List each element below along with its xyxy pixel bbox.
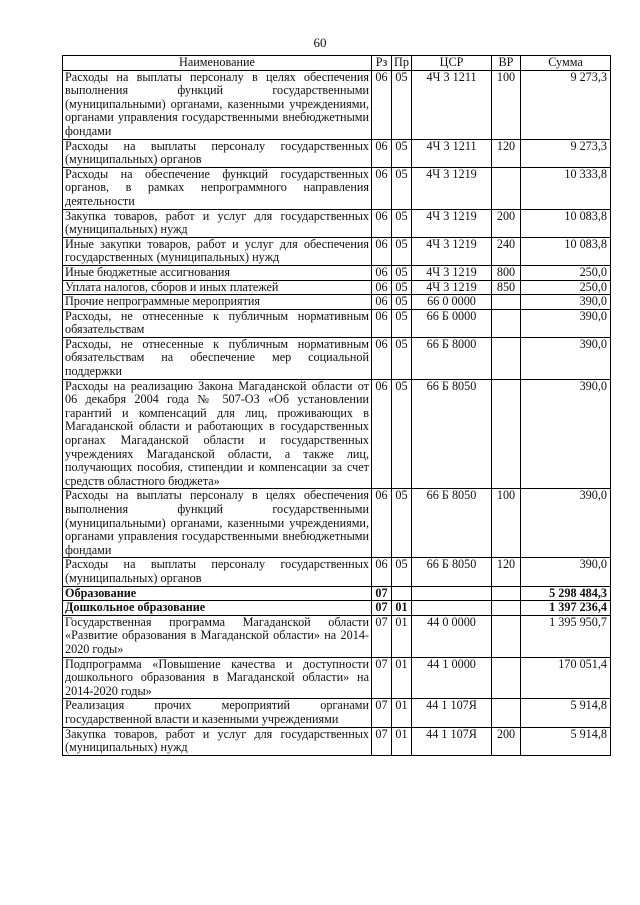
cell-vr: 800	[492, 265, 521, 280]
cell-csr	[412, 586, 492, 601]
table-row	[63, 558, 611, 586]
cell-name: Расходы на выплаты персоналу государственных (муниципальных) органов	[63, 558, 372, 586]
cell-rz: 06	[372, 167, 392, 209]
cell-name: Иные закупки товаров, работ и услуг для обеспечения государственных (муниципальных) нужд	[63, 237, 372, 265]
cell-sum: 1 395 950,7	[521, 615, 611, 657]
header-pr: Пр	[392, 56, 412, 71]
cell-rz: 06	[372, 237, 392, 265]
cell-pr: 05	[392, 337, 412, 379]
cell-name: Иные бюджетные ассигнования	[63, 265, 372, 280]
cell-rz: 06	[372, 70, 392, 139]
cell-vr: 100	[492, 489, 521, 558]
cell-sum: 10 083,8	[521, 237, 611, 265]
budget-table	[62, 55, 611, 756]
cell-sum: 9 273,3	[521, 139, 611, 167]
cell-csr: 66 Б 0000	[412, 309, 492, 337]
cell-sum: 390,0	[521, 309, 611, 337]
cell-pr: 05	[392, 139, 412, 167]
cell-vr	[492, 309, 521, 337]
cell-vr: 850	[492, 280, 521, 295]
table-header-row	[63, 56, 611, 71]
cell-vr: 200	[492, 209, 521, 237]
cell-name: Прочие непрограммные мероприятия	[63, 295, 372, 310]
cell-sum: 10 333,8	[521, 167, 611, 209]
cell-csr: 66 Б 8050	[412, 558, 492, 586]
header-name: Наименование	[63, 56, 372, 71]
cell-pr: 05	[392, 209, 412, 237]
table-row	[63, 295, 611, 310]
cell-vr: 200	[492, 727, 521, 755]
cell-name: Расходы на выплаты персоналу в целях обеспечения выполнения функций государственными (муниципальными) органами, казенными учреждениями, органами управления государственными внебюджетными фондами	[63, 489, 372, 558]
cell-pr: 01	[392, 615, 412, 657]
cell-vr	[492, 379, 521, 489]
cell-name: Расходы, не отнесенные к публичным нормативным обязательствам	[63, 309, 372, 337]
cell-name: Расходы на выплаты персоналу государственных (муниципальных) органов	[63, 139, 372, 167]
cell-rz: 07	[372, 601, 392, 616]
cell-sum: 390,0	[521, 489, 611, 558]
cell-rz: 06	[372, 139, 392, 167]
cell-name: Дошкольное образование	[63, 601, 372, 616]
cell-rz: 06	[372, 209, 392, 237]
cell-rz: 06	[372, 295, 392, 310]
cell-pr: 01	[392, 657, 412, 699]
cell-name: Расходы на обеспечение функций государственных органов, в рамках непрограммного направления деятельности	[63, 167, 372, 209]
table-row	[63, 337, 611, 379]
cell-rz: 06	[372, 379, 392, 489]
header-rz: Рз	[372, 56, 392, 71]
cell-sum: 5 298 484,3	[521, 586, 611, 601]
header-sum: Сумма	[521, 56, 611, 71]
cell-csr: 44 0 0000	[412, 615, 492, 657]
cell-csr: 44 1 107Я	[412, 699, 492, 727]
cell-csr: 44 1 0000	[412, 657, 492, 699]
cell-vr	[492, 337, 521, 379]
cell-csr: 4Ч 3 1211	[412, 139, 492, 167]
cell-sum: 5 914,8	[521, 699, 611, 727]
cell-rz: 06	[372, 309, 392, 337]
cell-csr: 66 Б 8050	[412, 379, 492, 489]
cell-rz: 06	[372, 265, 392, 280]
cell-sum: 390,0	[521, 379, 611, 489]
table-body	[63, 70, 611, 755]
cell-csr: 4Ч 3 1219	[412, 167, 492, 209]
cell-vr	[492, 295, 521, 310]
cell-name: Уплата налогов, сборов и иных платежей	[63, 280, 372, 295]
cell-rz: 06	[372, 280, 392, 295]
cell-name: Государственная программа Магаданской области «Развитие образования в Магаданской области» на 2014-2020 годы»	[63, 615, 372, 657]
page-number: 60	[313, 35, 327, 50]
table-row	[63, 379, 611, 489]
cell-sum: 9 273,3	[521, 70, 611, 139]
table-row	[63, 699, 611, 727]
cell-vr: 120	[492, 558, 521, 586]
cell-pr: 05	[392, 265, 412, 280]
cell-pr: 05	[392, 70, 412, 139]
cell-sum: 1 397 236,4	[521, 601, 611, 616]
table-row	[63, 70, 611, 139]
cell-pr: 01	[392, 699, 412, 727]
cell-rz: 06	[372, 558, 392, 586]
cell-name: Реализация прочих мероприятий органами государственной власти и казенными учреждениями	[63, 699, 372, 727]
table-row	[63, 209, 611, 237]
cell-sum: 170 051,4	[521, 657, 611, 699]
cell-vr	[492, 615, 521, 657]
cell-rz: 07	[372, 615, 392, 657]
table-row	[63, 237, 611, 265]
cell-vr	[492, 586, 521, 601]
cell-name: Закупка товаров, работ и услуг для государственных (муниципальных) нужд	[63, 727, 372, 755]
table-row	[63, 309, 611, 337]
table-row	[63, 657, 611, 699]
cell-csr: 44 1 107Я	[412, 727, 492, 755]
cell-vr: 120	[492, 139, 521, 167]
table-row	[63, 727, 611, 755]
cell-name: Подпрограмма «Повышение качества и доступности дошкольного образования в Магаданской области» на 2014-2020 годы»	[63, 657, 372, 699]
cell-csr	[412, 601, 492, 616]
cell-pr: 05	[392, 280, 412, 295]
cell-rz: 06	[372, 489, 392, 558]
cell-csr: 4Ч 3 1219	[412, 209, 492, 237]
cell-vr: 100	[492, 70, 521, 139]
cell-sum: 250,0	[521, 280, 611, 295]
cell-sum: 250,0	[521, 265, 611, 280]
cell-vr	[492, 601, 521, 616]
cell-sum: 5 914,8	[521, 727, 611, 755]
cell-rz: 07	[372, 699, 392, 727]
cell-rz: 06	[372, 337, 392, 379]
cell-pr: 05	[392, 558, 412, 586]
cell-vr	[492, 699, 521, 727]
cell-pr: 01	[392, 727, 412, 755]
cell-csr: 4Ч 3 1219	[412, 265, 492, 280]
cell-csr: 66 Б 8050	[412, 489, 492, 558]
table-row	[63, 167, 611, 209]
cell-csr: 66 Б 8000	[412, 337, 492, 379]
header-csr: ЦСР	[412, 56, 492, 71]
cell-rz: 07	[372, 727, 392, 755]
cell-pr: 05	[392, 295, 412, 310]
cell-csr: 66 0 0000	[412, 295, 492, 310]
table-row	[63, 586, 611, 601]
cell-csr: 4Ч 3 1219	[412, 280, 492, 295]
cell-vr: 240	[492, 237, 521, 265]
cell-name: Образование	[63, 586, 372, 601]
table-row	[63, 489, 611, 558]
cell-pr: 01	[392, 601, 412, 616]
cell-pr: 05	[392, 237, 412, 265]
table-row	[63, 280, 611, 295]
cell-pr: 05	[392, 489, 412, 558]
table-row	[63, 265, 611, 280]
cell-vr	[492, 657, 521, 699]
cell-csr: 4Ч 3 1219	[412, 237, 492, 265]
cell-pr: 05	[392, 309, 412, 337]
cell-name: Расходы на выплаты персоналу в целях обеспечения выполнения функций государственными (муниципальными) органами, казенными учреждениями, органами управления государственными внебюджетными фондами	[63, 70, 372, 139]
cell-sum: 390,0	[521, 337, 611, 379]
cell-rz: 07	[372, 657, 392, 699]
table-row	[63, 139, 611, 167]
cell-pr	[392, 586, 412, 601]
header-vr: ВР	[492, 56, 521, 71]
cell-sum: 390,0	[521, 558, 611, 586]
cell-csr: 4Ч 3 1211	[412, 70, 492, 139]
cell-name: Расходы на реализацию Закона Магаданской области от 06 декабря 2004 года № 507-ОЗ «Об установлении гарантий и компенсаций для лиц, проживающих в Магаданской области и работающих в государственных органах Магаданской области и государственных учреждениях Магаданской области, а также лиц, получающих пособия, стипендии и компенсации за счет средств областного бюджета»	[63, 379, 372, 489]
cell-vr	[492, 167, 521, 209]
table-row	[63, 615, 611, 657]
cell-sum: 390,0	[521, 295, 611, 310]
table-row	[63, 601, 611, 616]
cell-name: Расходы, не отнесенные к публичным нормативным обязательствам на обеспечение мер социальной поддержки	[63, 337, 372, 379]
cell-name: Закупка товаров, работ и услуг для государственных (муниципальных) нужд	[63, 209, 372, 237]
cell-rz: 07	[372, 586, 392, 601]
cell-pr: 05	[392, 379, 412, 489]
cell-pr: 05	[392, 167, 412, 209]
cell-sum: 10 083,8	[521, 209, 611, 237]
